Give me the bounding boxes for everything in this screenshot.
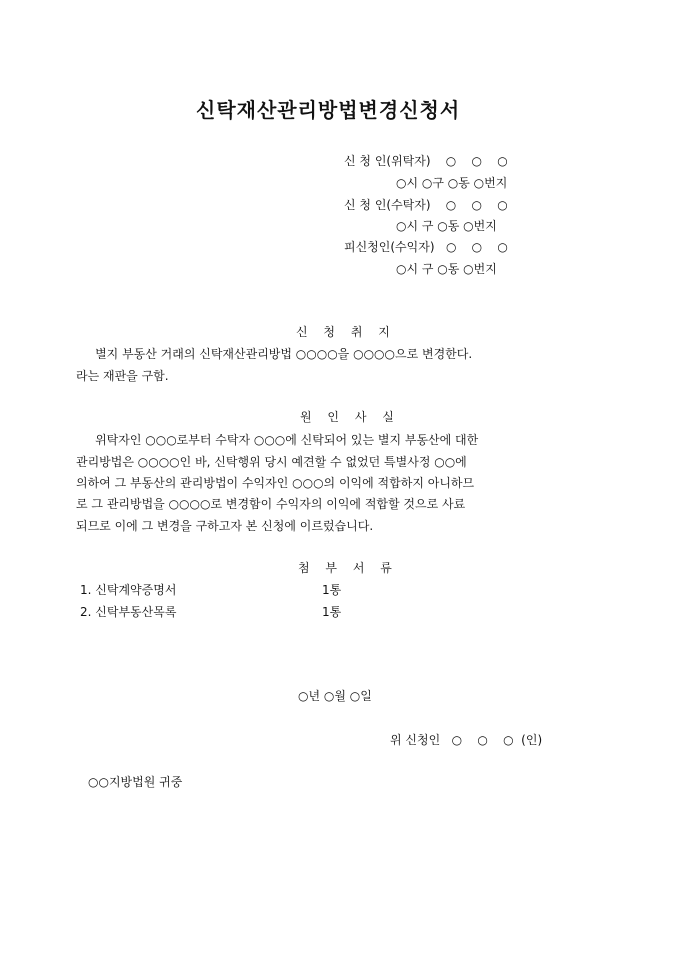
attachment-count: 1통 — [322, 583, 342, 597]
cause-line: 관리방법은 ○○○○인 바, 신탁행위 당시 예견할 수 없었던 특별사정 ○○에 — [76, 455, 467, 469]
cause-line: 의하여 그 부동산의 관리방법이 수익자인 ○○○의 이익에 적합하지 아니하므 — [76, 476, 475, 490]
attachment-count: 1통 — [322, 605, 342, 619]
applicant-trustee-address: ○시 구 ○동 ○번지 — [396, 219, 497, 233]
respondent-beneficiary-name: 피신청인(수익자) ○ ○ ○ — [344, 240, 508, 254]
cause-line: 위탁자인 ○○○로부터 수탁자 ○○○에 신탁되어 있는 별지 부동산에 대한 — [76, 433, 479, 447]
court-addressee: ○○지방법원 귀중 — [88, 775, 183, 789]
applicant-trustor-address: ○시 ○구 ○동 ○번지 — [396, 176, 508, 190]
attachments-heading: 첨 부 서 류 — [298, 561, 398, 575]
cause-heading: 원 인 사 실 — [300, 410, 400, 424]
cause-line: 로 그 관리방법을 ○○○○로 변경함이 수익자의 이익에 적합할 것으로 사료 — [76, 497, 466, 511]
respondent-beneficiary-address: ○시 구 ○동 ○번지 — [396, 262, 497, 276]
document-title: 신탁재산관리방법변경신청서 — [196, 98, 461, 122]
purpose-heading: 신 청 취 지 — [296, 325, 396, 339]
cause-line: 되므로 이에 그 변경을 구하고자 본 신청에 이르렀습니다. — [76, 519, 374, 533]
purpose-line: 라는 재판을 구함. — [76, 369, 169, 383]
filing-date: ○년 ○월 ○일 — [298, 689, 372, 703]
attachment-label: 2. 신탁부동산목록 — [80, 605, 177, 619]
applicant-signature: 위 신청인 ○ ○ ○ (인) — [390, 733, 543, 747]
applicant-trustor-name: 신 청 인(위탁자) ○ ○ ○ — [344, 154, 508, 168]
applicant-trustee-name: 신 청 인(수탁자) ○ ○ ○ — [344, 198, 508, 212]
purpose-line: 별지 부동산 거래의 신탁재산관리방법 ○○○○을 ○○○○으로 변경한다. — [76, 347, 473, 361]
attachment-label: 1. 신탁계약증명서 — [80, 583, 177, 597]
